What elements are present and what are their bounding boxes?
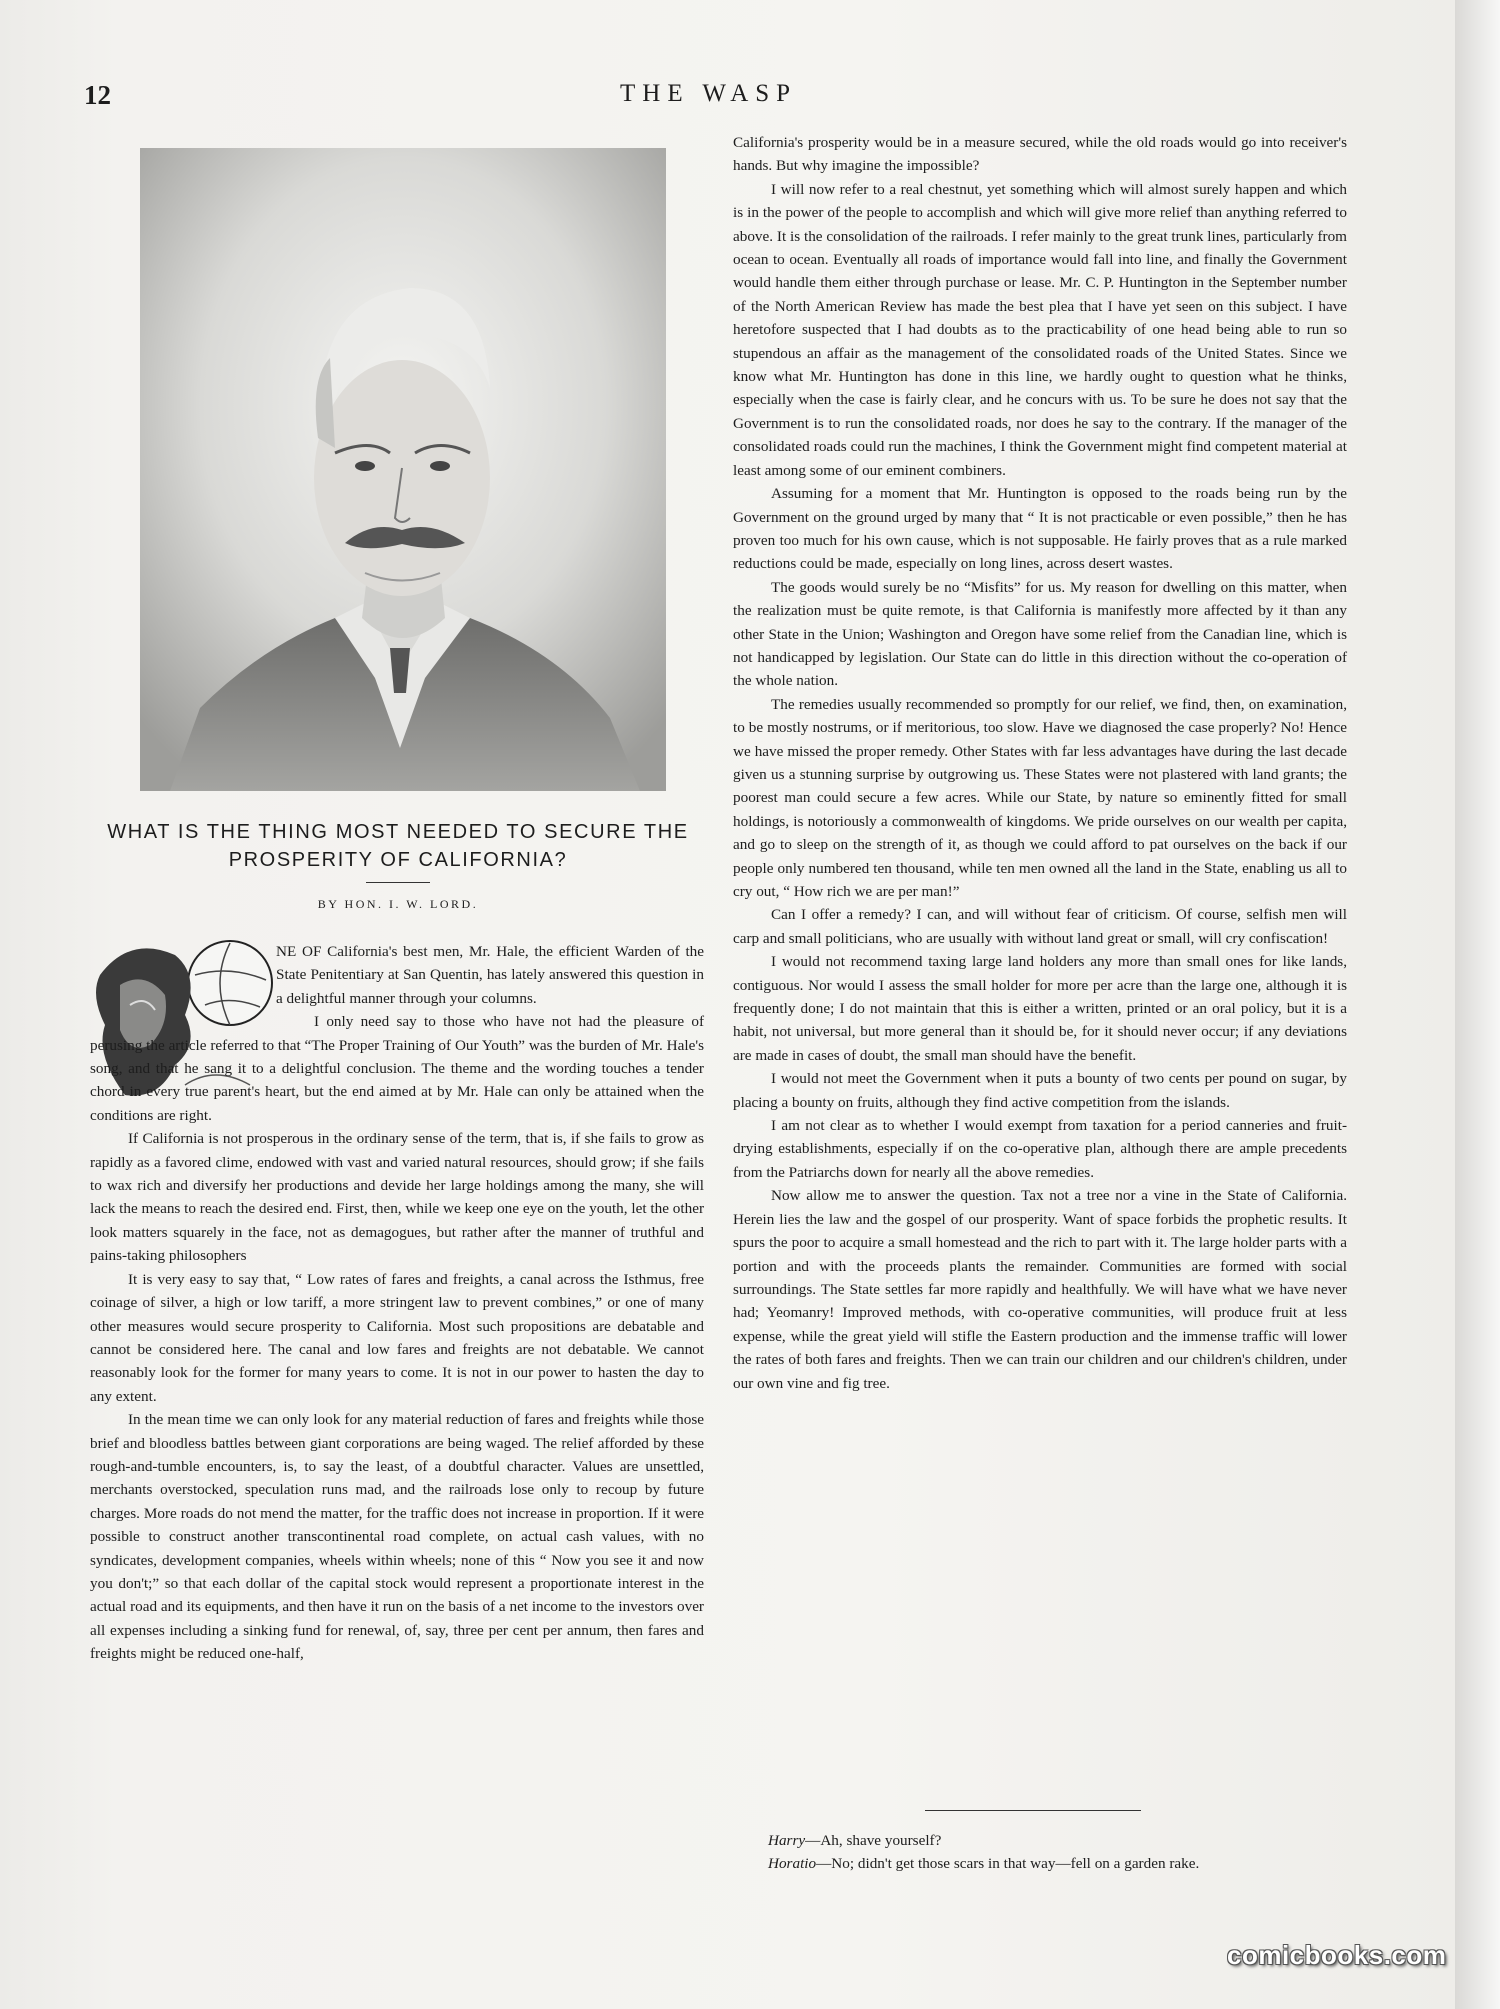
article-paragraph: The remedies usually recommended so promptly for our relief, we find, then, on examination, to be mostly nostrums, or if meritorious, too slow. Have we diagnosed the case properly? No! Hence we have missed the proper remedy. Other States with far less advantages have during the last decade given us a stunning surprise by outgrowing us. These States were not plastered with land grants; the poorest man could secure a few acres. While our State, by nature so eminently fitted for small holdings, is notoriously a commonwealth of kingdoms. We pride ourselves on our wealth per capita, and go to sleep on the strength of it, as though we could afford to pat ourselves on the back if our people only numbered ten thousand, while ten men owned all the land in the State, enabling us all to cry out, “ How rich we are per man!”	[733, 695, 1347, 900]
article-paragraph: I will now refer to a real chestnut, yet something which will almost surely happen and which is in the power of the people to accomplish and which will give more relief than anything referred to above. It is the consolidation of the railroads. I refer mainly to the great trunk lines, particularly from ocean to ocean. Eventually all roads of importance would fall into line, and finally the Government would handle them either through purchase or lease. Mr. C. P. Huntington in the September number of the North American Review has made the best plea that I have yet seen on this subject. I have heretofore suspected that I had doubts as to the practicability of one head being able to run so stupendous an affair as the management of the consolidated roads of the United States. Since we know what Mr. Huntington has done in this line, we hardly ought to question what he thinks, especially when the case is fairly clear, and he concurs with us. To be sure he does not say that the Government is to run the consolidated roads, nor does he say to the contrary. If the manager of the consolidated roads could run the machines, I think the Government might find competent material at least among some of our eminent combiners.	[733, 180, 1347, 479]
joke-text: —Ah, shave yourself?	[805, 1832, 942, 1849]
masthead: THE WASP	[620, 80, 798, 107]
article-paragraph: The goods would surely be no “Misfits” for us. My reason for dwelling on this matter, when the realization must be quite remote, is that California is manifestly more affected by it than any other State in the Union; Washington and Oregon have some relief from the Canadian line, which is not handicapped by legislation. Our State can do little in this direction without the co-operation of the whole nation.	[733, 578, 1347, 690]
article-paragraph: I would not meet the Government when it puts a bounty of two cents per pound on sugar, by placing a bounty on fruits, although they find active competition from the islands.	[733, 1070, 1347, 1111]
watermark: comicbooks.com	[1227, 1940, 1447, 1970]
portrait-engraving	[140, 148, 666, 791]
joke-speaker: Horatio	[768, 1855, 817, 1873]
article-paragraph: It is very easy to say that, “ Low rates of fares and freights, a canal across the Isthmus, free coinage of silver, a high or low tariff, a more stringent law to prevent combines,” or one of many other measures would secure prosperity to California. Most such propositions are debatable and cannot be considered here. The canal and low fares and freights are not debatable. We cannot reasonably look for the former for many years to come. It is not in our power to hasten the day to any extent.	[90, 1270, 704, 1405]
article-paragraph: I would not recommend taxing large land holders any more than small ones for like lands, contiguous. Nor would I assess the small holder for more per acre than the large one, although it is frequently done; I do not maintain that this is either a written, printed or an oral policy, but it is a habit, not universal, but more general than it should be, for it should never occur; if any deviations are made in cases of doubt, the small man should have the benefit.	[733, 953, 1347, 1064]
article-right-column	[733, 131, 1347, 1395]
article-paragraph: I am not clear as to whether I would exempt from taxation for a period canneries and fruit-drying establishments, especially if on the co-operative plan, although there are ample precedents from the Patriarchs down for nearly all the above remedies.	[733, 1117, 1347, 1181]
article-paragraph: In the mean time we can only look for any material reduction of fares and freights while those brief and bloodless battles between giant corporations are being waged. The relief afforded by these rough-and-tumble encounters, is, to say the least, of a doubtful character. Values are unsettled, merchants overstocked, speculation runs mad, and the railroads lose only to recoup by future charges. More roads do not mend the matter, for the traffic does not increase in proportion. If it were possible to construct another transcontinental road complete, on actual cash values, with no syndicates, development companies, wheels within wheels; none of this “ Now you see it and now you don't;” so that each dollar of the capital stock would represent a proportionate interest in the actual road and its equipments, and then have it run on the basis of a net income to the investors over all expenses including a sinking fund for renewal, of, say, three per cent per annum, then fares and freights might be reduced one-half,	[90, 1411, 704, 1663]
page-number: 12	[84, 80, 111, 110]
page-edge-shadow	[1455, 0, 1500, 2009]
article-paragraph: California's prosperity would be in a measure secured, while the old roads would go into receiver's hands. But why imagine the impossible?	[733, 134, 1347, 175]
article-paragraph: Assuming for a moment that Mr. Huntington is opposed to the roads being run by the Government on the ground urged by many that “ It is not practicable or even possible,” then he has proven too much for his own cause, which is not supposable. He fairly proves that as a rule marked reductions could be made, especially on long lines, across desert wastes.	[733, 485, 1347, 573]
article-paragraph: Now allow me to answer the question. Tax not a tree nor a vine in the State of California. Herein lies the law and the gospel of our prosperity. Want of space forbids the prophetic results. It spurs the poor to acquire a small homestead and the rich to part with it. The large holder parts with a portion and with the proceeds plants the remainder. Communities are formed with social surroundings. The State settles far more rapidly and healthfully. We will have what we have never had; Yeomanry! Improved methods, with co-operative communities, will produce fruit at less expense, while the great yield will stifle the Eastern production and the immense traffic will lower the rates of both fares and freights. Then we can train our children and our children's children, under our own vine and fig tree.	[733, 1187, 1347, 1392]
article-byline: BY HON. I. W. LORD.	[317, 897, 479, 911]
article-left-column	[90, 940, 704, 1666]
joke-line	[768, 1829, 1348, 1852]
joke-text: —No; didn't get those scars in that way—fell on a garden rake.	[816, 1855, 1200, 1873]
headline-rule	[366, 882, 430, 883]
article-paragraph: I only need say to those who have not had the pleasure of perusing the article referred to that “The Proper Training of Our Youth” was the burden of Mr. Hale's song, and that he sang it to a delightful conclusion. The theme and the wording touches a tender chord in every true parent's heart, but the end aimed at by Mr. Hale can only be attained when the conditions are right.	[90, 1013, 704, 1124]
article-paragraph: NE OF California's best men, Mr. Hale, the efficient Warden of the State Penitentiary at San Quentin, has lately answered this question in a delightful manner through your columns.	[276, 943, 704, 1007]
section-separator	[925, 1810, 1141, 1811]
article-paragraph: Can I offer a remedy? I can, and will without fear of criticism. Of course, selfish men will carp and small politicians, who are usually with without land great or small, will cry confiscation!	[733, 906, 1347, 947]
joke-speaker: Harry	[768, 1832, 806, 1849]
article-paragraph: If California is not prosperous in the ordinary sense of the term, that is, if she fails to grow as rapidly as a favored clime, endowed with vast and varied natural resources, should grow; if she fails to wax rich and diversify her productions and devide her large holdings among the many, she will lack the means to reach the desired end. First, then, while we keep one eye on the youth, let the other look matters squarely in the face, not as demagogues, but rather after the manner of truthful and pains-taking philosophers	[90, 1130, 704, 1265]
joke-line	[768, 1852, 1348, 1875]
article-headline: WHAT IS THE THING MOST NEEDED TO SECURE THE PROSPERITY OF CALIFORNIA?	[107, 821, 689, 871]
joke-dialogue	[768, 1829, 1348, 1876]
